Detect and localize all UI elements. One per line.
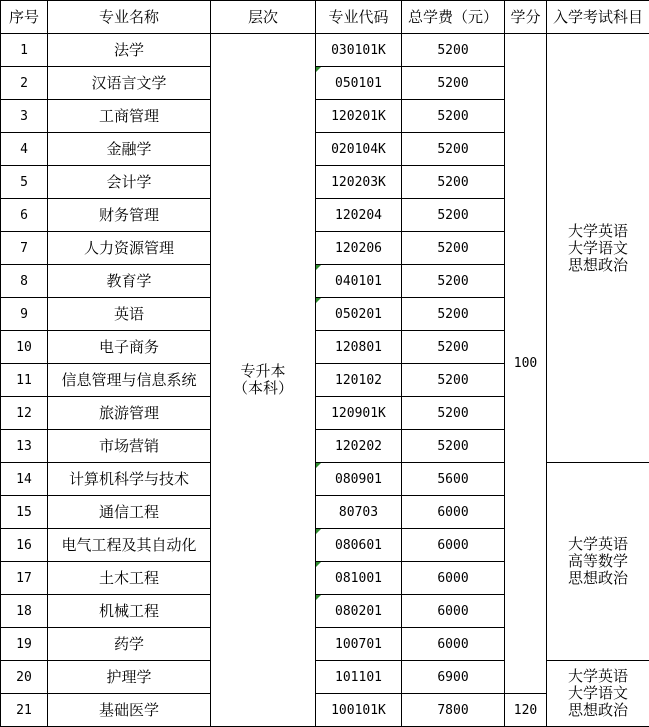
row-major: 金融学: [48, 133, 211, 166]
row-major: 电子商务: [48, 331, 211, 364]
row-major: 英语: [48, 298, 211, 331]
row-major: 教育学: [48, 265, 211, 298]
row-index: 11: [1, 364, 48, 397]
row-index: 10: [1, 331, 48, 364]
row-major: 电气工程及其自动化: [48, 529, 211, 562]
row-index: 18: [1, 595, 48, 628]
row-major: 市场营销: [48, 430, 211, 463]
row-code: 050201: [316, 298, 402, 331]
row-fee: 6000: [402, 628, 505, 661]
level-line-1: 专升本: [240, 362, 286, 380]
row-major: 汉语言文学: [48, 67, 211, 100]
exam-subject: 大学语文: [567, 684, 628, 702]
table-row: [1, 463, 649, 496]
row-fee: 5200: [402, 430, 505, 463]
row-fee: 5200: [402, 34, 505, 67]
header-exam: 入学考试科目: [547, 1, 649, 34]
row-code: 120102: [316, 364, 402, 397]
row-fee: 5200: [402, 298, 505, 331]
row-code: 040101: [316, 265, 402, 298]
row-code: 100701: [316, 628, 402, 661]
row-code: 120901K: [316, 397, 402, 430]
row-index: 19: [1, 628, 48, 661]
row-index: 13: [1, 430, 48, 463]
credit-cell-group-1: 100: [505, 34, 547, 694]
header-level: 层次: [211, 1, 316, 34]
row-code: 020104K: [316, 133, 402, 166]
row-fee: 5600: [402, 463, 505, 496]
row-index: 20: [1, 661, 48, 694]
header-fee: 总学费（元）: [402, 1, 505, 34]
row-index: 8: [1, 265, 48, 298]
row-fee: 5200: [402, 331, 505, 364]
row-code: 120203K: [316, 166, 402, 199]
row-code: 120204: [316, 199, 402, 232]
row-major: 药学: [48, 628, 211, 661]
level-cell: [211, 34, 316, 727]
row-major: 旅游管理: [48, 397, 211, 430]
exam-subject: 思想政治: [567, 701, 628, 719]
row-code: 100101K: [316, 694, 402, 727]
exam-subject: 大学英语: [567, 667, 628, 685]
row-fee: 6900: [402, 661, 505, 694]
row-major: 机械工程: [48, 595, 211, 628]
row-code: 080201: [316, 595, 402, 628]
header-credit: 学分: [505, 1, 547, 34]
row-index: 16: [1, 529, 48, 562]
row-fee: 6000: [402, 496, 505, 529]
row-fee: 6000: [402, 595, 505, 628]
row-code: 120801: [316, 331, 402, 364]
row-fee: 5200: [402, 199, 505, 232]
row-index: 2: [1, 67, 48, 100]
row-index: 15: [1, 496, 48, 529]
table-row: [1, 34, 649, 67]
row-major: 会计学: [48, 166, 211, 199]
row-index: 1: [1, 34, 48, 67]
row-major: 通信工程: [48, 496, 211, 529]
exam-subjects-group-2: [547, 463, 649, 661]
header-major: 专业名称: [48, 1, 211, 34]
row-major: 信息管理与信息系统: [48, 364, 211, 397]
credit-cell-group-2: 120: [505, 694, 547, 727]
header-row: [1, 1, 649, 34]
row-major: 计算机科学与技术: [48, 463, 211, 496]
row-fee: 5200: [402, 67, 505, 100]
row-index: 6: [1, 199, 48, 232]
row-major: 基础医学: [48, 694, 211, 727]
row-index: 12: [1, 397, 48, 430]
header-code: 专业代码: [316, 1, 402, 34]
row-code: 120201K: [316, 100, 402, 133]
row-index: 9: [1, 298, 48, 331]
level-line-2: （本科）: [232, 379, 293, 397]
row-major: 土木工程: [48, 562, 211, 595]
row-fee: 6000: [402, 529, 505, 562]
row-code: 050101: [316, 67, 402, 100]
row-fee: 7800: [402, 694, 505, 727]
row-fee: 5200: [402, 166, 505, 199]
row-index: 17: [1, 562, 48, 595]
exam-subject: 思想政治: [567, 255, 628, 274]
exam-subject: 思想政治: [567, 569, 628, 587]
exam-subject: 大学语文: [567, 238, 628, 257]
row-major: 护理学: [48, 661, 211, 694]
table-row: [1, 661, 649, 694]
row-fee: 5200: [402, 133, 505, 166]
row-major: 法学: [48, 34, 211, 67]
row-major: 人力资源管理: [48, 232, 211, 265]
row-major: 财务管理: [48, 199, 211, 232]
exam-subject: 高等数学: [567, 552, 628, 570]
exam-subject: 大学英语: [567, 535, 628, 553]
row-fee: 5200: [402, 397, 505, 430]
row-index: 14: [1, 463, 48, 496]
exam-subject: 大学英语: [567, 221, 628, 240]
row-fee: 5200: [402, 265, 505, 298]
row-code: 80703: [316, 496, 402, 529]
row-index: 21: [1, 694, 48, 727]
row-index: 7: [1, 232, 48, 265]
row-fee: 5200: [402, 364, 505, 397]
row-code: 120202: [316, 430, 402, 463]
row-index: 3: [1, 100, 48, 133]
row-code: 080901: [316, 463, 402, 496]
row-index: 5: [1, 166, 48, 199]
row-code: 081001: [316, 562, 402, 595]
row-fee: 5200: [402, 100, 505, 133]
row-code: 120206: [316, 232, 402, 265]
header-index: 序号: [1, 1, 48, 34]
row-fee: 6000: [402, 562, 505, 595]
row-code: 101101: [316, 661, 402, 694]
row-code: 030101K: [316, 34, 402, 67]
exam-subjects-group-1: [547, 34, 649, 463]
row-fee: 5200: [402, 232, 505, 265]
exam-subjects-group-3: [547, 661, 649, 727]
row-index: 4: [1, 133, 48, 166]
row-major: 工商管理: [48, 100, 211, 133]
row-code: 080601: [316, 529, 402, 562]
